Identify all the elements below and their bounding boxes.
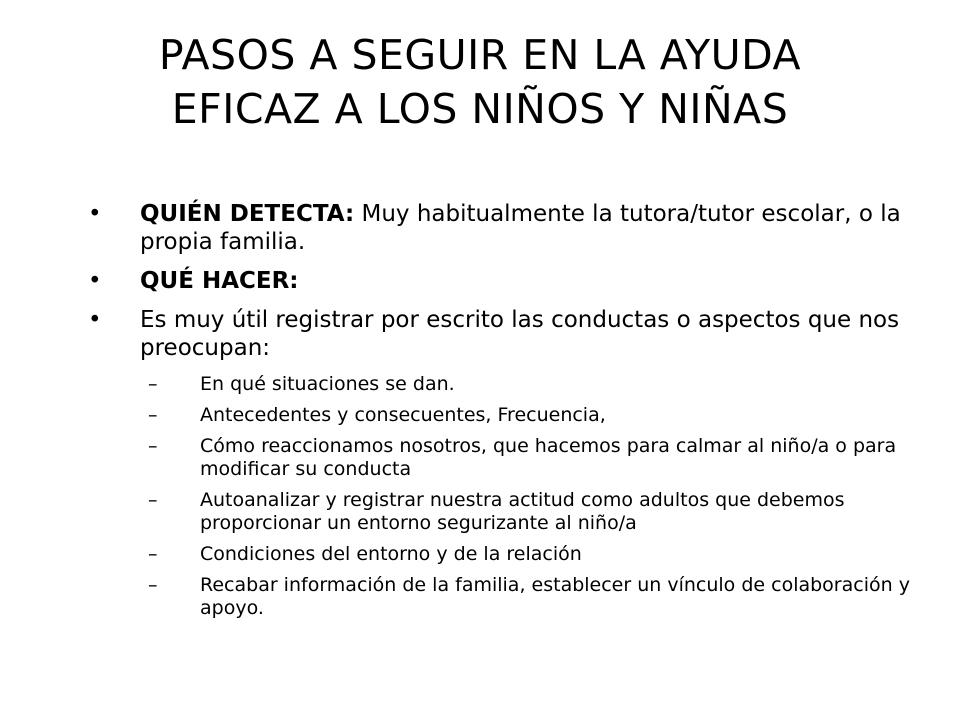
bullet-que-hacer bbox=[82, 267, 942, 295]
sub-bullet-item bbox=[82, 489, 942, 535]
slide-body bbox=[82, 200, 942, 628]
sub-bullet-item bbox=[82, 404, 942, 427]
sub-bullet-item bbox=[82, 373, 942, 396]
dash-icon: – bbox=[148, 435, 158, 457]
bullet-text: Es muy útil registrar por escrito las conductas o aspectos que nos preocupan: bbox=[140, 307, 900, 361]
bullet-quien-detecta bbox=[82, 200, 942, 256]
bullet-icon: • bbox=[88, 268, 102, 294]
sub-bullet-text: Recabar información de la familia, establecer un vínculo de colaboración y apoyo. bbox=[200, 574, 910, 619]
bullet-icon: • bbox=[88, 307, 102, 333]
bullet-registrar bbox=[82, 306, 942, 362]
sub-bullet-list bbox=[82, 373, 942, 620]
bullet-text: Muy habitualmente la tutora/tutor escolar, o la propia familia. bbox=[140, 201, 901, 255]
bullet-label: QUIÉN DETECTA: bbox=[140, 201, 355, 227]
slide-title-line-2: EFICAZ A LOS NIÑOS Y NIÑAS bbox=[171, 85, 789, 133]
sub-bullet-item bbox=[82, 435, 942, 481]
sub-bullet-item bbox=[82, 543, 942, 566]
sub-bullet-text: Autoanalizar y registrar nuestra actitud como adultos que debemos proporcionar un entorno segurizante al niño/a bbox=[200, 489, 845, 534]
sub-bullet-text: En qué situaciones se dan. bbox=[200, 373, 455, 395]
dash-icon: – bbox=[148, 404, 158, 426]
slide-title-line-1: PASOS A SEGUIR EN LA AYUDA bbox=[158, 31, 802, 79]
sub-bullet-text: Antecedentes y consecuentes, Frecuencia, bbox=[200, 404, 606, 426]
bullet-label: QUÉ HACER: bbox=[140, 268, 299, 294]
dash-icon: – bbox=[148, 489, 158, 511]
sub-bullet-text: Cómo reaccionamos nosotros, que hacemos para calmar al niño/a o para modificar su conducta bbox=[200, 435, 897, 480]
sub-bullet-item bbox=[82, 574, 942, 620]
dash-icon: – bbox=[148, 373, 158, 395]
dash-icon: – bbox=[148, 574, 158, 596]
sub-bullet-text: Condiciones del entorno y de la relación bbox=[200, 543, 582, 565]
dash-icon: – bbox=[148, 543, 158, 565]
bullet-icon: • bbox=[88, 201, 102, 227]
slide-title bbox=[50, 28, 910, 136]
